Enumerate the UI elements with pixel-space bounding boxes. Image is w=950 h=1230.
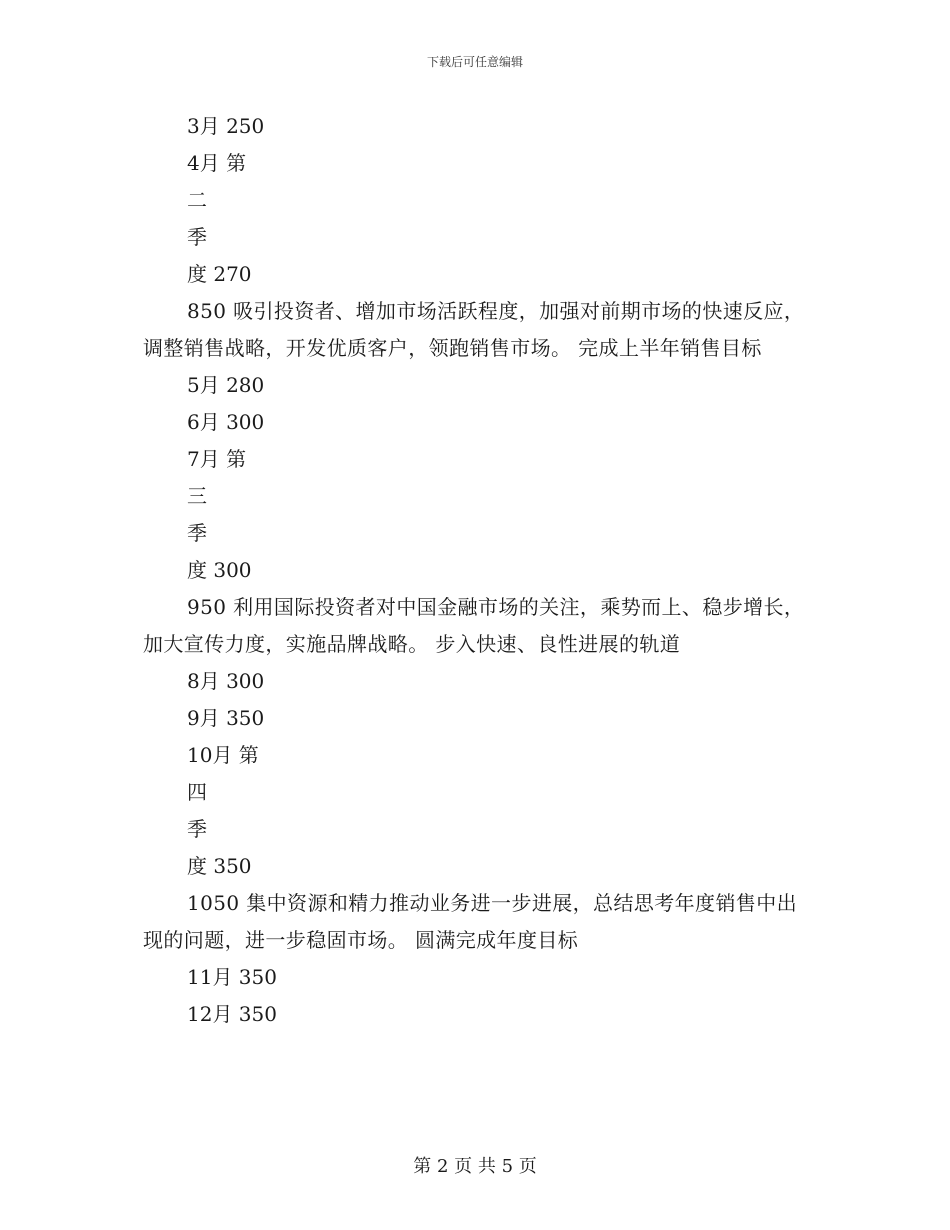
text-line: 度 300 <box>187 558 252 582</box>
text-line: 8月 300 <box>187 669 265 693</box>
text-line: 度 350 <box>187 854 252 878</box>
text-line: 季 <box>187 521 207 545</box>
text-line: 7月 第 <box>187 447 247 471</box>
paragraph: 850 吸引投资者、增加市场活跃程度，加强对前期市场的快速反应，调整销售战略，开发优质客户，领跑销售市场。 完成上半年销售目标 <box>143 299 805 360</box>
text-line: 9月 350 <box>187 706 265 730</box>
text-line: 季 <box>187 225 207 249</box>
text-line: 二 <box>187 188 207 212</box>
text-line: 5月 280 <box>187 373 265 397</box>
text-line: 11月 350 <box>187 965 277 989</box>
text-line: 四 <box>187 780 207 804</box>
page-number: 第 2 页 共 5 页 <box>413 1156 537 1177</box>
text-line: 12月 350 <box>187 1002 277 1026</box>
text-line: 度 270 <box>187 262 252 286</box>
paragraph: 1050 集中资源和精力推动业务进一步进展，总结思考年度销售中出现的问题，进一步稳固市场。 圆满完成年度目标 <box>143 891 798 952</box>
page-header: 下载后可任意编辑 <box>426 55 523 69</box>
text-line: 6月 300 <box>187 410 265 434</box>
document-body <box>143 108 808 1033</box>
text-line: 三 <box>187 484 207 508</box>
text-line: 4月 第 <box>187 151 247 175</box>
text-line: 3月 250 <box>187 114 265 138</box>
paragraph: 950 利用国际投资者对中国金融市场的关注，乘势而上、稳步增长，加大宣传力度，实施品牌战略。 步入快速、良性进展的轨道 <box>143 595 805 656</box>
text-line: 10月 第 <box>187 743 259 767</box>
text-line: 季 <box>187 817 207 841</box>
